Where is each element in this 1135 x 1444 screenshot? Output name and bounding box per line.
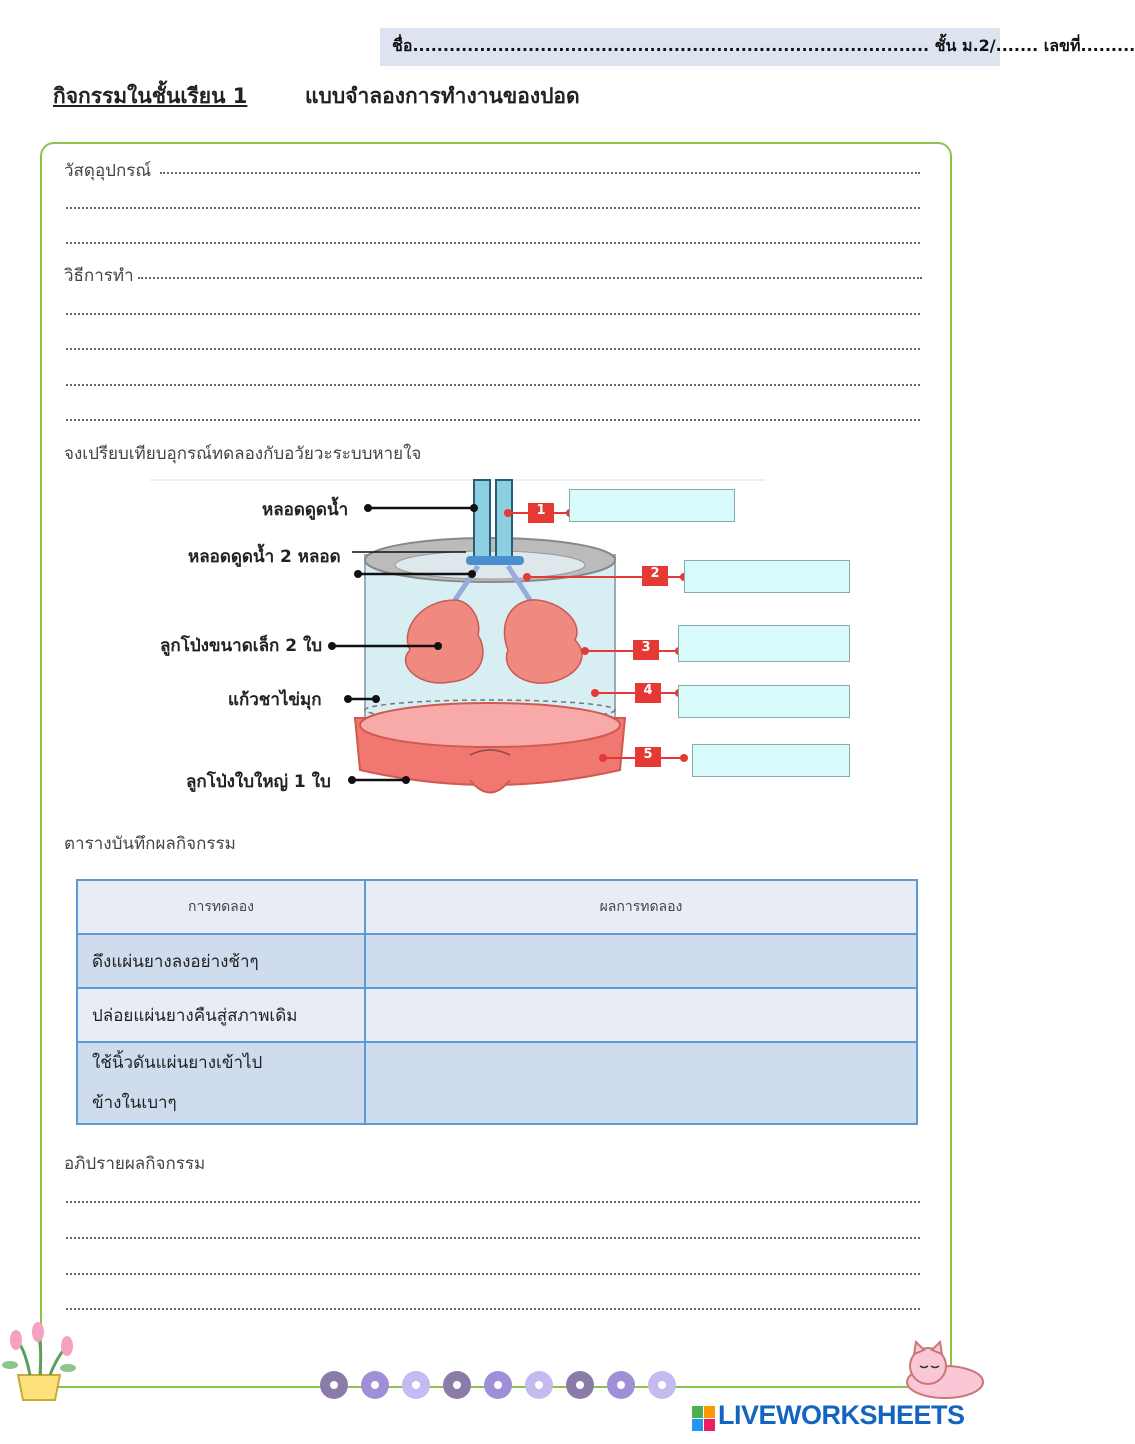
method-line-5[interactable] <box>66 419 920 421</box>
discussion-line-2[interactable] <box>66 1237 920 1239</box>
flower-pot-icon <box>0 1320 90 1410</box>
result-cell[interactable] <box>365 934 917 988</box>
student-info-line: ชื่อ..................................................................................... ชั้น ม.2/....... เลขที่......... <box>392 36 1135 55</box>
method-line-3[interactable] <box>66 348 920 350</box>
method-label: วิธีการทำ <box>64 266 134 286</box>
activity-title: กิจกรรมในชั้นเรียน 1 <box>53 84 248 108</box>
marker-4: 4 <box>643 683 653 698</box>
straw-right <box>496 480 512 560</box>
table-row <box>77 988 917 1042</box>
answer-box-4[interactable] <box>678 685 850 718</box>
table-row <box>77 1042 917 1124</box>
method-line-2[interactable] <box>66 313 920 315</box>
discussion-label: อภิปรายผลกิจกรรม <box>64 1154 206 1174</box>
experiment-line-1: ใช้นิ้วดันแผ่นยางเข้าไป <box>92 1053 263 1073</box>
label-straw: หลอดดูดน้ำ <box>262 500 349 520</box>
table-caption: ตารางบันทึกผลกิจกรรม <box>64 834 236 854</box>
label-cup: แก้วชาไข่มุก <box>228 690 322 710</box>
straw-joint <box>466 556 524 565</box>
lung-model-diagram <box>0 470 1000 815</box>
liveworksheets-brand: LIVEWORKSHEETS <box>718 1400 965 1430</box>
answer-box-3[interactable] <box>678 625 850 662</box>
label-large-balloon: ลูกโป่งใบใหญ่ 1 ใบ <box>186 772 331 792</box>
experiment-line-2: ข้างในเบาๆ <box>92 1093 177 1113</box>
experiment-cell-multiline <box>77 1042 365 1124</box>
result-cell[interactable] <box>365 1042 917 1124</box>
materials-line-3[interactable] <box>66 242 920 244</box>
sleeping-cat-icon <box>900 1340 990 1402</box>
materials-line-2[interactable] <box>66 207 920 209</box>
answer-box-1[interactable] <box>569 489 735 522</box>
method-line-1[interactable] <box>138 277 922 279</box>
label-two-straws: หลอดดูดน้ำ 2 หลอด <box>188 547 341 567</box>
liveworksheets-logo-icon <box>692 1406 716 1432</box>
experiment-cell: ปล่อยแผ่นยางคืนสู่สภาพเดิม <box>77 988 365 1042</box>
answer-box-2[interactable] <box>684 560 850 593</box>
marker-5: 5 <box>643 747 653 762</box>
discussion-line-4[interactable] <box>66 1308 920 1310</box>
answer-box-5[interactable] <box>692 744 850 777</box>
discussion-line-1[interactable] <box>66 1201 920 1203</box>
method-line-4[interactable] <box>66 384 920 386</box>
straw-left <box>474 480 490 560</box>
materials-line-1[interactable] <box>160 172 920 174</box>
table-row <box>77 934 917 988</box>
label-small-balloons: ลูกโป่งขนาดเล็ก 2 ใบ <box>160 636 323 656</box>
marker-3: 3 <box>641 640 651 655</box>
compare-prompt: จงเปรียบเทียบอุกรณ์ทดลองกับอวัยวะระบบหายใจ <box>64 444 422 464</box>
model-title: แบบจำลองการทำงานของปอด <box>305 84 580 108</box>
flower-border-icon <box>310 1365 690 1405</box>
materials-label: วัสดุอุปกรณ์ <box>64 161 152 181</box>
table-header-result: ผลการทดลอง <box>365 880 917 934</box>
results-table <box>76 879 918 1122</box>
result-cell[interactable] <box>365 988 917 1042</box>
marker-1: 1 <box>536 503 546 518</box>
marker-2: 2 <box>650 566 660 581</box>
table-header-experiment: การทดลอง <box>77 880 365 934</box>
discussion-line-3[interactable] <box>66 1273 920 1275</box>
experiment-cell: ดึงแผ่นยางลงอย่างช้าๆ <box>77 934 365 988</box>
